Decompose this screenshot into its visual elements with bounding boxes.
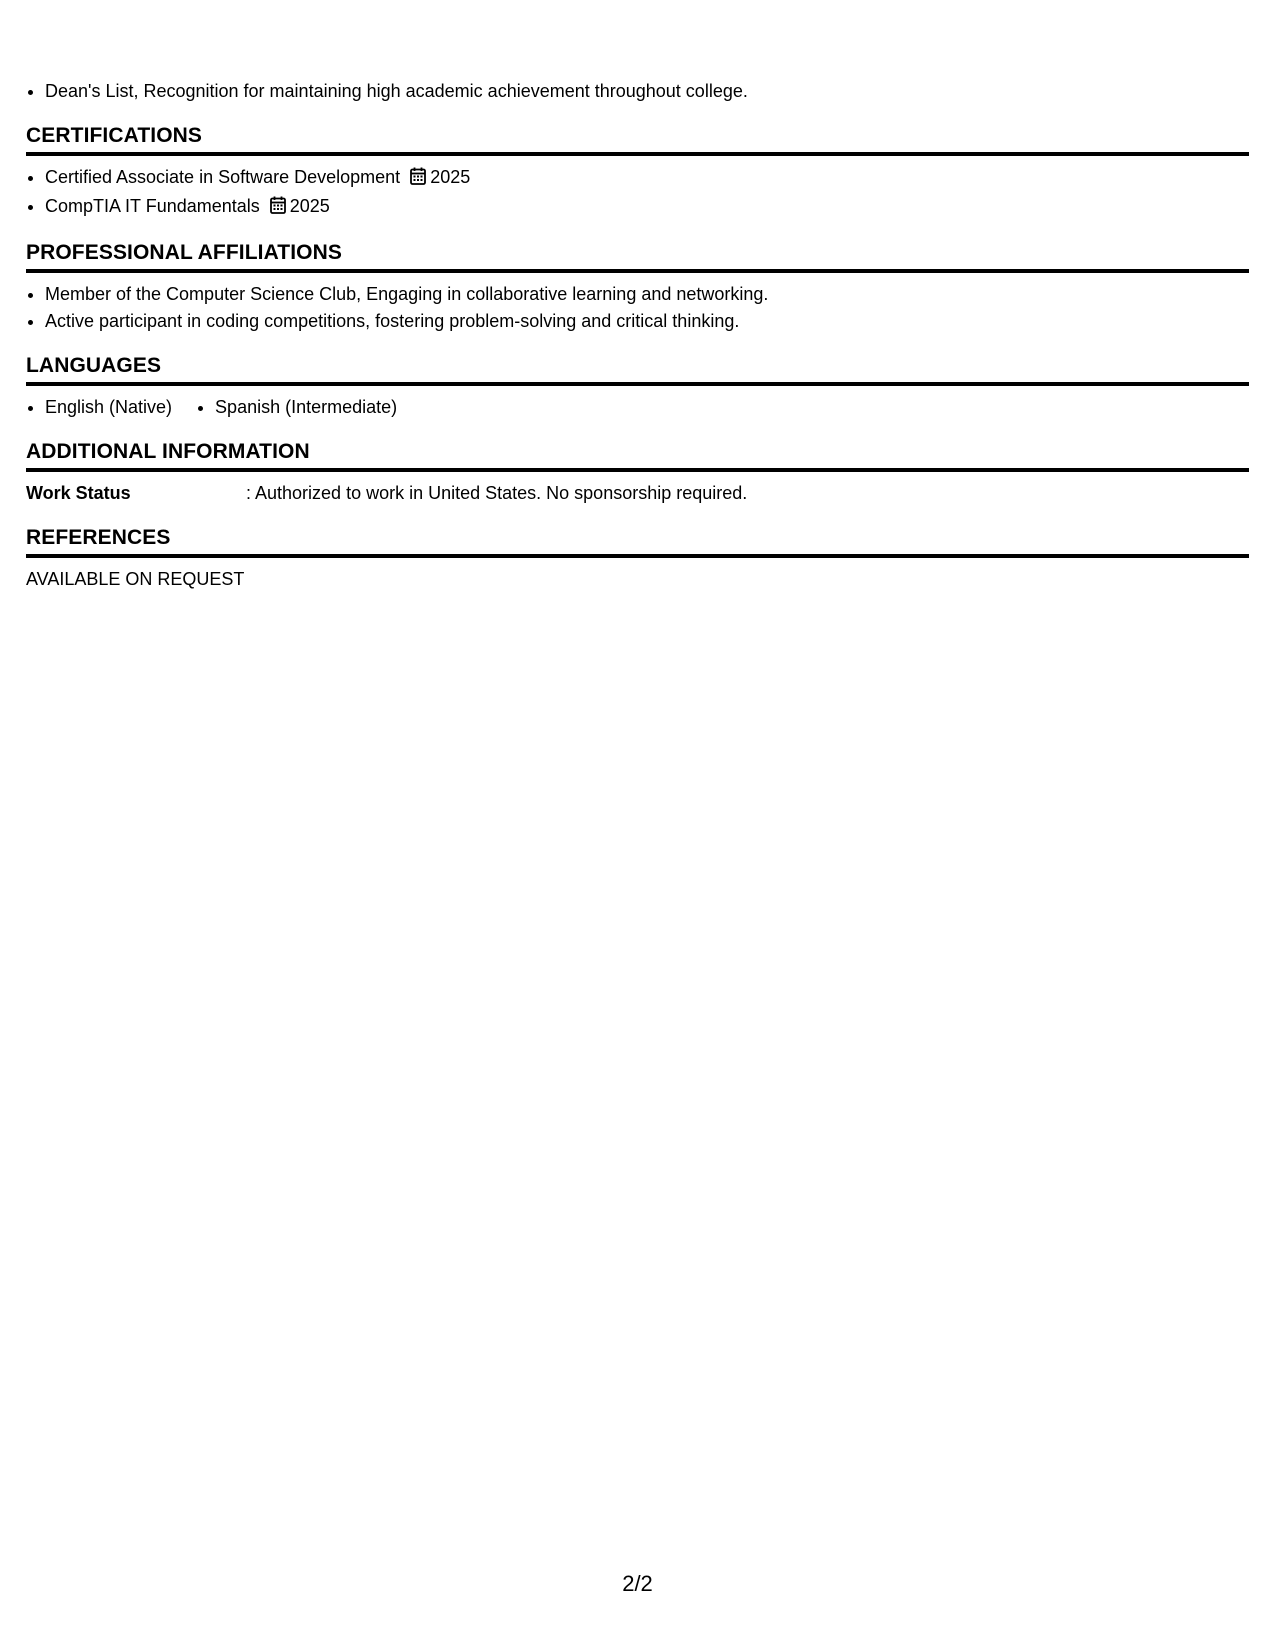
list-item — [45, 164, 1249, 193]
list-item: • English (Native) — [45, 394, 172, 421]
page-number: 2/2 — [622, 1571, 653, 1596]
references-section — [26, 524, 1249, 593]
references-text: AVAILABLE ON REQUEST — [26, 569, 245, 589]
affiliations-list — [26, 281, 1249, 335]
certification-name: Certified Associate in Software Development — [45, 167, 401, 187]
honors-list — [26, 78, 1249, 105]
certification-name: CompTIA IT Fundamentals — [45, 196, 260, 216]
calendar-icon — [270, 195, 286, 222]
list-item — [45, 193, 1249, 222]
certification-year: 2025 — [289, 196, 330, 216]
key-value-separator: : — [246, 483, 252, 503]
certification-year: 2025 — [430, 167, 471, 187]
resume-page — [26, 78, 1249, 593]
work-status-value: Authorized to work in United States. No sponsorship required. — [255, 483, 748, 503]
work-status-row — [26, 480, 1249, 507]
work-status-label: Work Status — [26, 483, 131, 503]
certifications-section — [26, 122, 1249, 222]
list-item: • Dean's List, Recognition for maintaining high academic achievement throughout college. — [45, 78, 1249, 105]
section-title: LANGUAGES — [26, 352, 1249, 386]
languages-section — [26, 352, 1249, 421]
section-title: CERTIFICATIONS — [26, 122, 1249, 156]
list-item: • Spanish (Intermediate) — [215, 394, 397, 421]
calendar-icon — [410, 166, 426, 193]
list-item: • Active participant in coding competitions, fostering problem-solving and critical thinking. — [45, 308, 1249, 335]
section-title: ADDITIONAL INFORMATION — [26, 438, 1249, 472]
list-item: • Member of the Computer Science Club, Engaging in collaborative learning and networking. — [45, 281, 1249, 308]
certifications-list — [26, 164, 1249, 222]
additional-information-section — [26, 438, 1249, 507]
languages-list — [26, 394, 1249, 421]
section-title: PROFESSIONAL AFFILIATIONS — [26, 239, 1249, 273]
section-title: REFERENCES — [26, 524, 1249, 558]
affiliations-section — [26, 239, 1249, 335]
